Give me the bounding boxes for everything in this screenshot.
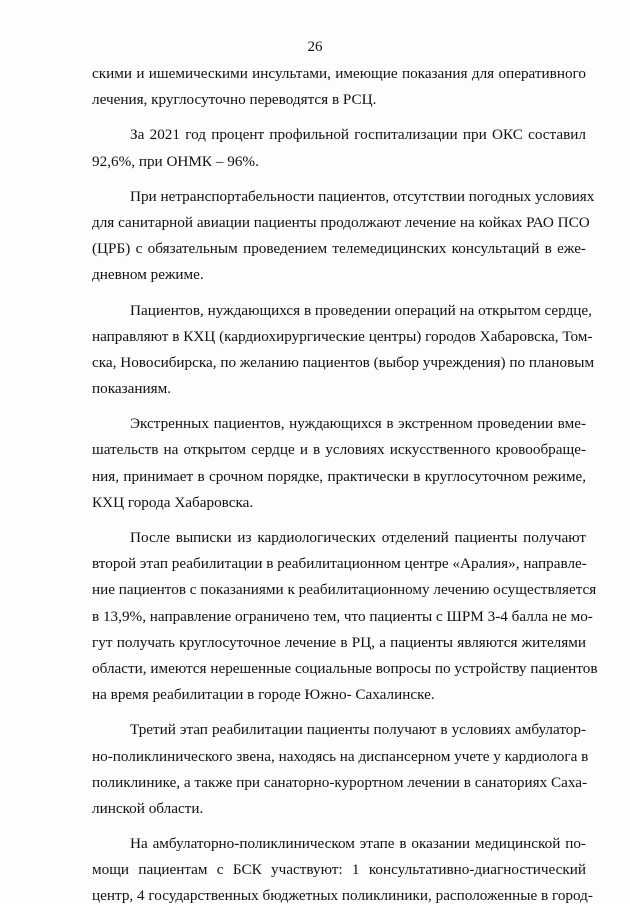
paragraph-gap: [92, 175, 586, 184]
text-line: Пациентов, нуждающихся в проведении операций на открытом сердце,: [130, 301, 592, 319]
text-line: на время реабилитации в городе Южно- Сахалинске.: [92, 686, 435, 704]
page-number: 26: [307, 39, 323, 55]
text-line: направляют в КХЦ (кардиохирургические центры) городов Хабаровска, Том-: [92, 327, 593, 345]
text-line: линской области.: [92, 799, 204, 817]
text-line: области, имеются нерешенные социальные вопросы по устройству пациентов: [92, 659, 598, 677]
text-line: второй этап реабилитации в реабилитационном центре «Аралия», направле-: [92, 555, 587, 573]
document-body: [92, 61, 598, 910]
text-line: При нетранспортабельности пациентов, отсутствии погодных условиях: [130, 187, 595, 205]
text-line: гут получать круглосуточное лечение в РЦ, а пациенты являются жителями: [92, 633, 586, 651]
paragraph: [92, 122, 586, 174]
text-line: для санитарной авиации пациенты продолжают лечение на койках РАО ПСО: [92, 213, 590, 231]
text-line: поликлинике, а также при санаторно-курортном лечении в санаториях Саха-: [92, 773, 588, 791]
paragraph-gap: [92, 822, 586, 831]
text-line: мощи пациентам с БСК участвуют: 1 консультативно-диагностический: [92, 861, 586, 879]
text-line: шательств на открытом сердце и в условиях искусственного кровообраще-: [92, 441, 586, 459]
text-line: но-поликлинического звена, находясь на диспансерном учете у кардиолога в: [92, 747, 589, 765]
paragraph-gap: [92, 708, 586, 717]
text-line: КХЦ города Хабаровска.: [92, 493, 254, 511]
text-line: 92,6%, при ОНМК – 96%.: [92, 152, 259, 170]
text-line: ние пациентов с показаниями к реабилитационному лечению осуществляется: [92, 581, 597, 599]
paragraph: [92, 411, 586, 516]
text-line: дневном режиме.: [92, 266, 204, 284]
text-line: ния, принимает в срочном порядке, практически в круглосуточном режиме,: [92, 467, 586, 485]
paragraph-gap: [92, 113, 586, 122]
paragraph-gap: [92, 402, 586, 411]
paragraph: [92, 525, 598, 708]
text-line: в 13,9%, направление ограничено тем, что пациенты с ШРМ 3-4 балла не мо-: [92, 607, 593, 625]
text-line: лечения, круглосуточно переводятся в РСЦ.: [92, 91, 377, 109]
text-line: За 2021 год процент профильной госпитализации при ОКС составил: [130, 126, 586, 144]
text-line: скими и ишемическими инсультами, имеющие показания для оперативного: [92, 65, 586, 82]
text-line: На амбулаторно-поликлиническом этапе в оказании медицинской по-: [130, 835, 586, 853]
paragraph: [92, 184, 595, 289]
paragraph: [92, 831, 593, 910]
paragraph-gap: [92, 289, 586, 298]
text-line: (ЦРБ) с обязательным проведением телемедицинских консультаций в еже-: [92, 240, 586, 258]
text-line: показаниям.: [92, 380, 172, 398]
paragraph: [92, 61, 586, 113]
paragraph: [92, 298, 595, 403]
text-line: ска, Новосибирска, по желанию пациентов (выбор учреждения) по плановым: [92, 353, 595, 371]
paragraph-gap: [92, 516, 586, 525]
text-line: Третий этап реабилитации пациенты получают в условиях амбулатор-: [130, 721, 586, 739]
text-line: Экстренных пациентов, нуждающихся в экстренном проведении вме-: [130, 415, 586, 433]
paragraph: [92, 717, 589, 822]
text-line: центр, 4 государственных бюджетных поликлиники, расположенные в город-: [92, 887, 593, 905]
text-line: После выписки из кардиологических отделений пациенты получают: [130, 529, 586, 546]
